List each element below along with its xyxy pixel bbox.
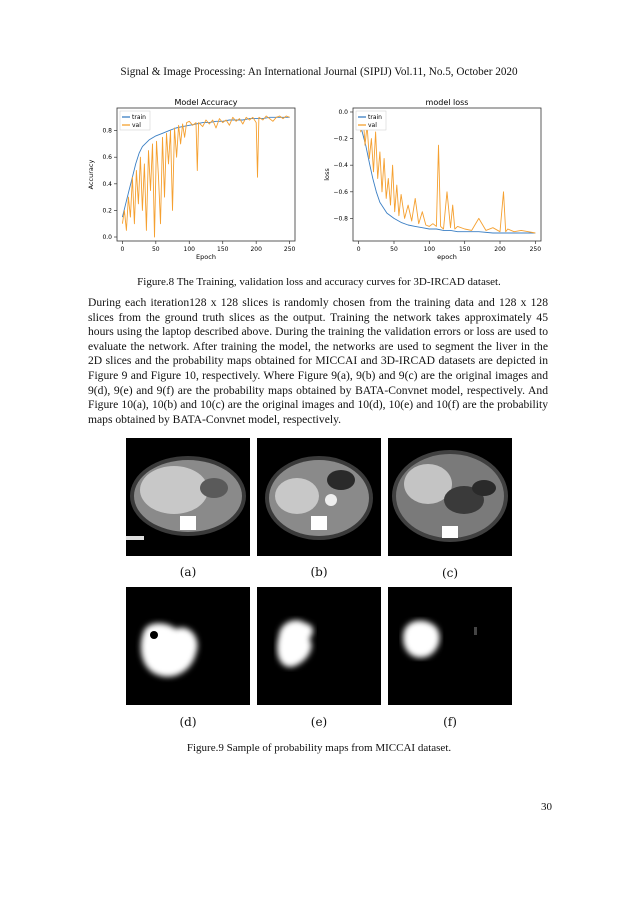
y-tick-label: −0.6 <box>333 188 348 196</box>
x-tick-label: 100 <box>423 246 436 253</box>
page-number: 30 <box>541 801 552 813</box>
accuracy-chart <box>87 98 302 270</box>
chart-title: Model Accuracy <box>174 98 238 107</box>
y-tick-label: −0.4 <box>333 162 348 170</box>
y-axis-label: Accuracy <box>87 159 95 190</box>
chart-title: model loss <box>425 98 469 107</box>
loss-chart-svg <box>321 98 546 270</box>
legend-label-train: train <box>368 114 382 121</box>
label-a: (a) <box>179 565 197 579</box>
y-axis-label: loss <box>323 168 331 181</box>
y-tick-label: 0.2 <box>102 207 112 215</box>
probability-map-d <box>126 587 250 705</box>
figure-8-caption: Figure.8 The Training, validation loss and accuracy curves for 3D-IRCAD dataset. <box>137 276 501 288</box>
x-axis-label: Epoch <box>196 253 216 261</box>
ct-scan-a <box>126 438 250 556</box>
ct-scan-c <box>388 438 512 556</box>
legend-label-val: val <box>368 122 377 129</box>
accuracy-chart-svg <box>87 98 302 270</box>
ct-scan-b <box>257 438 381 556</box>
x-tick-label: 50 <box>151 246 160 253</box>
legend-label-train: train <box>132 114 146 121</box>
x-axis-label: epoch <box>437 253 457 261</box>
body-paragraph: During each iteration128 x 128 slices is randomly chosen from the training data and 128 x 128 slices from the ground truth slices as the output. Training the network takes approximately 45 hours using the laptop described above. During the training the validation errors or loss are used to evaluate the network. After training the model, the networks are used to segment the liver in the 2D slices and the probability maps obtained for MICCAI and 3D-IRCAD datasets are depicted in Figure 9 and Figure 10, respectively. Where Figure 9(a), 9(b) and 9(c) are the original images and 9(d), 9(e) and 9(f) are the probability maps obtained by BATA-Convnet model, respectively. And Figure 10(a), 10(b) and 10(c) are the original images and 10(d), 10(e) and 10(f) are the probability maps obtained by BATA-Convnet model, respectively. <box>88 296 548 426</box>
label-f: (f) <box>443 715 457 729</box>
x-tick-label: 150 <box>458 246 471 253</box>
x-tick-label: 150 <box>217 246 229 253</box>
probability-map-f <box>388 587 512 705</box>
x-tick-label: 250 <box>283 246 296 253</box>
figure-9-caption: Figure.9 Sample of probability maps from MICCAI dataset. <box>186 742 452 754</box>
probability-map-e <box>257 587 381 705</box>
label-c: (c) <box>441 566 459 580</box>
x-tick-label: 50 <box>390 246 398 253</box>
y-tick-label: 0.4 <box>102 180 112 188</box>
y-tick-label: 0.6 <box>102 154 112 162</box>
running-header: Signal & Image Processing: An International Journal (SIPIJ) Vol.11, No.5, October 2020 <box>120 66 518 78</box>
x-tick-label: 0 <box>356 246 361 253</box>
y-tick-label: 0.8 <box>102 127 112 135</box>
x-tick-label: 200 <box>250 246 262 253</box>
y-tick-label: 0.0 <box>338 108 348 116</box>
x-tick-label: 100 <box>183 246 195 253</box>
x-tick-label: 0 <box>120 246 125 253</box>
label-d: (d) <box>179 715 197 729</box>
y-tick-label: −0.8 <box>333 215 348 223</box>
x-tick-label: 250 <box>529 246 542 253</box>
label-b: (b) <box>310 565 328 579</box>
y-tick-label: −0.2 <box>333 135 348 143</box>
loss-chart <box>321 98 546 270</box>
legend-label-val: val <box>132 122 141 129</box>
x-tick-label: 200 <box>494 246 506 253</box>
label-e: (e) <box>310 715 328 729</box>
y-tick-label: 0.0 <box>102 234 112 242</box>
